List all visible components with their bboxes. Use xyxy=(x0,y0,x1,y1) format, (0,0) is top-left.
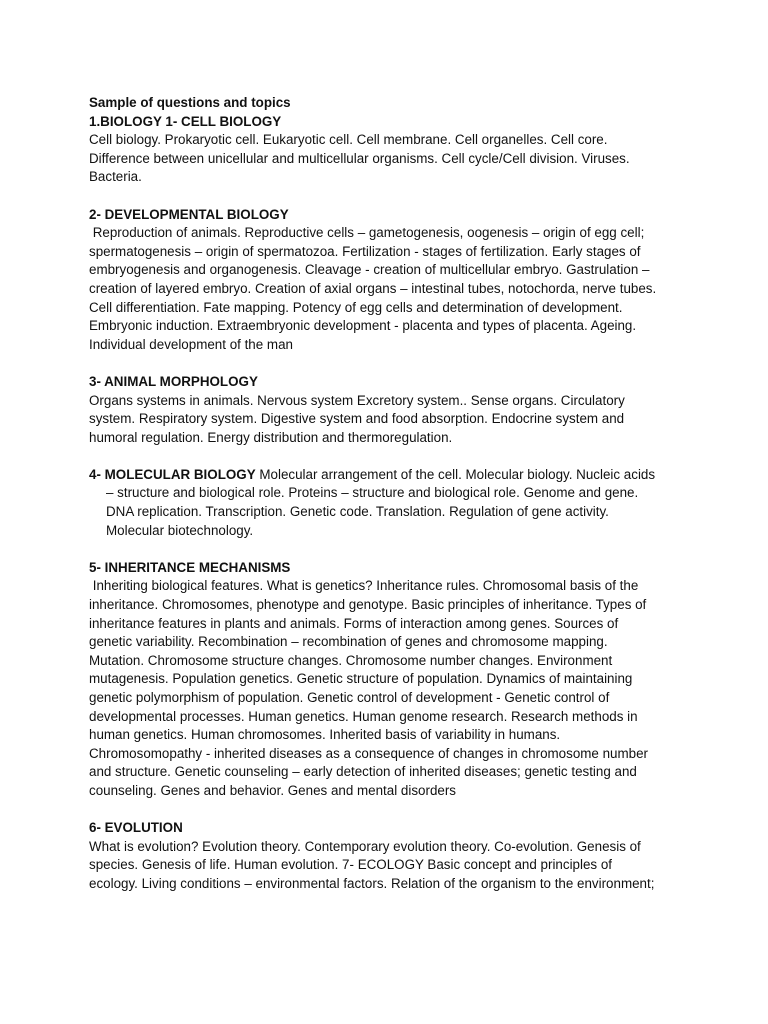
section-line: genetic variability. Recombination – recombination of genes and chromosome mapping. xyxy=(89,634,608,650)
section-line: Molecular biotechnology. xyxy=(106,522,254,538)
section-line: – structure and biological role. Proteins – structure and biological role. Genome and gene. xyxy=(106,485,639,501)
section-line: inheritance features in plants and animals. Forms of interaction among genes. Sources of xyxy=(89,615,619,631)
document-page xyxy=(89,94,689,894)
section-line: counseling. Genes and behavior. Genes and mental disorders xyxy=(89,782,456,798)
section-title: 6- EVOLUTION xyxy=(89,820,183,836)
section-line: Cell biology. Prokaryotic cell. Eukaryotic cell. Cell membrane. Cell organelles. Cell core. xyxy=(89,132,608,148)
section-line: embryogenesis and organogenesis. Cleavage - creation of multicellular embryo. Gastrulation – xyxy=(89,262,650,278)
section-line: humoral regulation. Energy distribution and thermoregulation. xyxy=(89,429,453,445)
section-title: 1.BIOLOGY 1- CELL BIOLOGY xyxy=(89,113,282,129)
section-title: 4- MOLECULAR BIOLOGY xyxy=(89,466,256,482)
section-title: 2- DEVELOPMENTAL BIOLOGY xyxy=(89,206,289,222)
section-line: and structure. Genetic counseling – early detection of inherited diseases; genetic testing and xyxy=(89,764,637,780)
section-line: Difference between unicellular and multicellular organisms. Cell cycle/Cell division. Viruses. xyxy=(89,150,630,166)
section-evolution xyxy=(89,819,689,893)
section-line: inheritance. Chromosomes, phenotype and genotype. Basic principles of inheritance. Types of xyxy=(89,597,647,613)
section-line: Reproduction of animals. Reproductive cells – gametogenesis, oogenesis – origin of egg cell; xyxy=(89,225,645,241)
section-molecular-biology xyxy=(89,466,689,540)
section-line: genetic polymorphism of population. Genetic control of development - Genetic control of xyxy=(89,690,610,705)
section-line: Inheriting biological features. What is genetics? Inheritance rules. Chromosomal basis of the xyxy=(89,578,639,594)
section-line: Mutation. Chromosome structure changes. Chromosome number changes. Environment xyxy=(89,652,613,668)
section-line: ecology. Living conditions – environmental factors. Relation of the organism to the environment; xyxy=(89,875,655,891)
section-inheritance-mechanisms xyxy=(89,559,689,801)
section-line: creation of layered embryo. Creation of axial organs – intestinal tubes, notochorda, nerve tubes. xyxy=(89,280,657,296)
section-line: Organs systems in animals. Nervous system Excretory system.. Sense organs. Circulatory xyxy=(89,392,625,408)
section-cell-biology xyxy=(89,113,689,187)
section-title: 3- ANIMAL MORPHOLOGY xyxy=(89,373,258,389)
spacer xyxy=(89,540,689,559)
section-line: species. Genesis of life. Human evolution. 7- ECOLOGY Basic concept and principles of xyxy=(89,857,612,873)
section-first-line xyxy=(89,466,689,485)
section-line: mutagenesis. Population genetics. Genetic structure of population. Dynamics of maintaining xyxy=(89,671,633,687)
section-line: Molecular arrangement of the cell. Molecular biology. Nucleic acids xyxy=(255,466,656,482)
section-developmental-biology xyxy=(89,206,689,355)
section-line: Individual development of the man xyxy=(89,336,293,352)
section-line: What is evolution? Evolution theory. Contemporary evolution theory. Co-evolution. Genesis of xyxy=(89,838,641,854)
section-line: system. Respiratory system. Digestive system and food absorption. Endocrine system and xyxy=(89,411,625,427)
spacer xyxy=(89,801,689,820)
section-title: 5- INHERITANCE MECHANISMS xyxy=(89,559,291,575)
spacer xyxy=(89,187,689,206)
section-animal-morphology xyxy=(89,373,689,447)
section-line: developmental processes. Human genetics. Human genome research. Research methods in xyxy=(89,708,638,724)
section-line: Cell differentiation. Fate mapping. Potency of egg cells and determination of development. xyxy=(89,299,623,315)
section-line: spermatogenesis – origin of spermatozoa. Fertilization - stages of fertilization. Early stages of xyxy=(89,243,641,259)
spacer xyxy=(89,447,689,466)
spacer xyxy=(89,354,689,373)
section-line: DNA replication. Transcription. Genetic code. Translation. Regulation of gene activity. xyxy=(106,504,609,520)
section-line: Bacteria. xyxy=(89,169,142,185)
section-line: human genetics. Human chromosomes. Inherited basis of variability in humans. xyxy=(89,727,561,743)
document-heading: Sample of questions and topics xyxy=(89,95,291,110)
section-line: Embryonic induction. Extraembryonic development - placenta and types of placenta. Ageing. xyxy=(89,318,637,334)
section-line: Chromosomopathy - inherited diseases as a consequence of changes in chromosome number xyxy=(89,745,648,761)
